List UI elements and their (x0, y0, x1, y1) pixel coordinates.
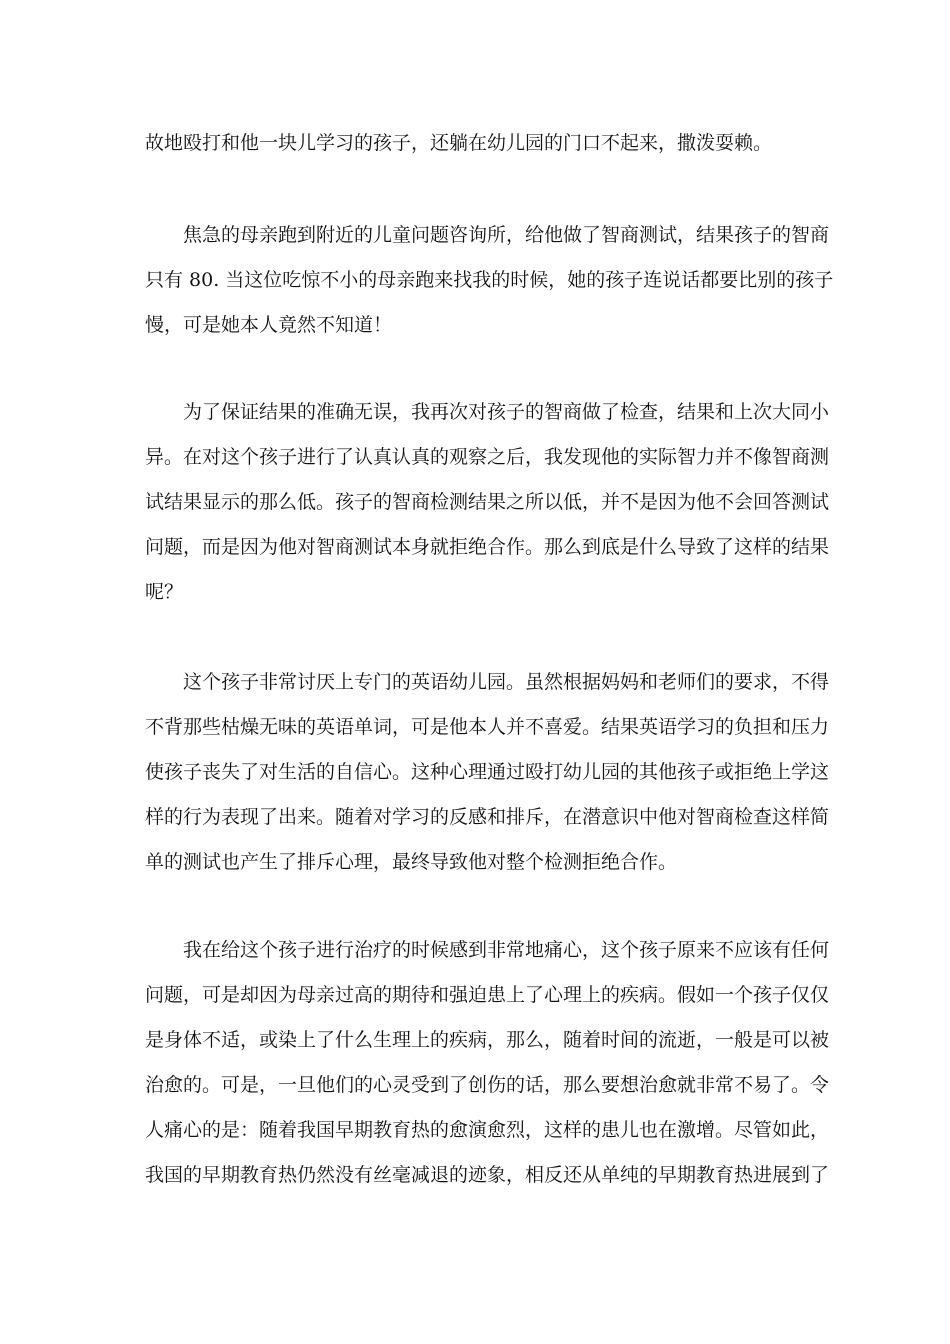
text-line: 样的行为表现了出来。随着对学习的反感和排斥，在潜意识中他对智商检查这样简 (145, 806, 830, 828)
text-line: 故地殴打和他一块儿学习的孩子，还躺在幼儿园的门口不起来，撒泼耍赖。 (145, 132, 773, 154)
text-line: 不背那些枯燥无味的英语单词，可是他本人并不喜爱。结果英语学习的负担和压力 (145, 716, 830, 738)
text-line: 我在给这个孩子进行治疗的时候感到非常地痛心，这个孩子原来不应该有任何 (183, 939, 830, 961)
paragraph-5 (145, 935, 845, 1205)
text-line: 问题，可是却因为母亲过高的期待和强迫患上了心理上的疾病。假如一个孩子仅仅 (145, 984, 830, 1006)
text-line: 试结果显示的那么低。孩子的智商检测结果之所以低，并不是因为他不会回答测试 (145, 491, 830, 513)
text-line: 是身体不适，或染上了什么生理上的疾病，那么，随着时间的流逝，一般是可以被 (145, 1029, 830, 1051)
text-line: 只有 80. 当这位吃惊不小的母亲跑来找我的时候，她的孩子连说话都要比别的孩子 (145, 269, 834, 291)
text-line: 异。在对这个孩子进行了认真认真的观察之后，我发现他的实际智力并不像智商测 (145, 446, 830, 468)
paragraph-3 (145, 397, 845, 622)
text-line: 慢，可是她本人竟然不知道！ (145, 314, 393, 336)
text-line: 为了保证结果的准确无误，我再次对孩子的智商做了检查，结果和上次大同小 (183, 401, 830, 423)
paragraph-4 (145, 667, 845, 892)
text-line: 使孩子丧失了对生活的自信心。这种心理通过殴打幼儿园的其他孩子或拒绝上学这 (145, 761, 830, 783)
text-line: 这个孩子非常讨厌上专门的英语幼儿园。虽然根据妈妈和老师们的要求，不得 (183, 671, 830, 693)
paragraph-1 (145, 128, 845, 173)
text-line: 焦急的母亲跑到附近的儿童问题咨询所，给他做了智商测试，结果孩子的智商 (183, 224, 830, 246)
text-line: 单的测试也产生了排斥心理，最终导致他对整个检测拒绝合作。 (145, 851, 678, 873)
text-line: 人痛心的是：随着我国早期教育热的愈演愈烈，这样的患儿也在激增。尽管如此， (145, 1119, 830, 1141)
text-line: 治愈的。可是，一旦他们的心灵受到了创伤的话，那么要想治愈就非常不易了。令 (145, 1074, 830, 1096)
text-line: 呢？ (145, 581, 184, 603)
text-line: 我国的早期教育热仍然没有丝毫减退的迹象，相反还从单纯的早期教育热进展到了 (145, 1164, 830, 1186)
paragraph-2 (145, 220, 845, 355)
text-line: 问题，而是因为他对智商测试本身就拒绝合作。那么到底是什么导致了这样的结果 (145, 536, 830, 558)
